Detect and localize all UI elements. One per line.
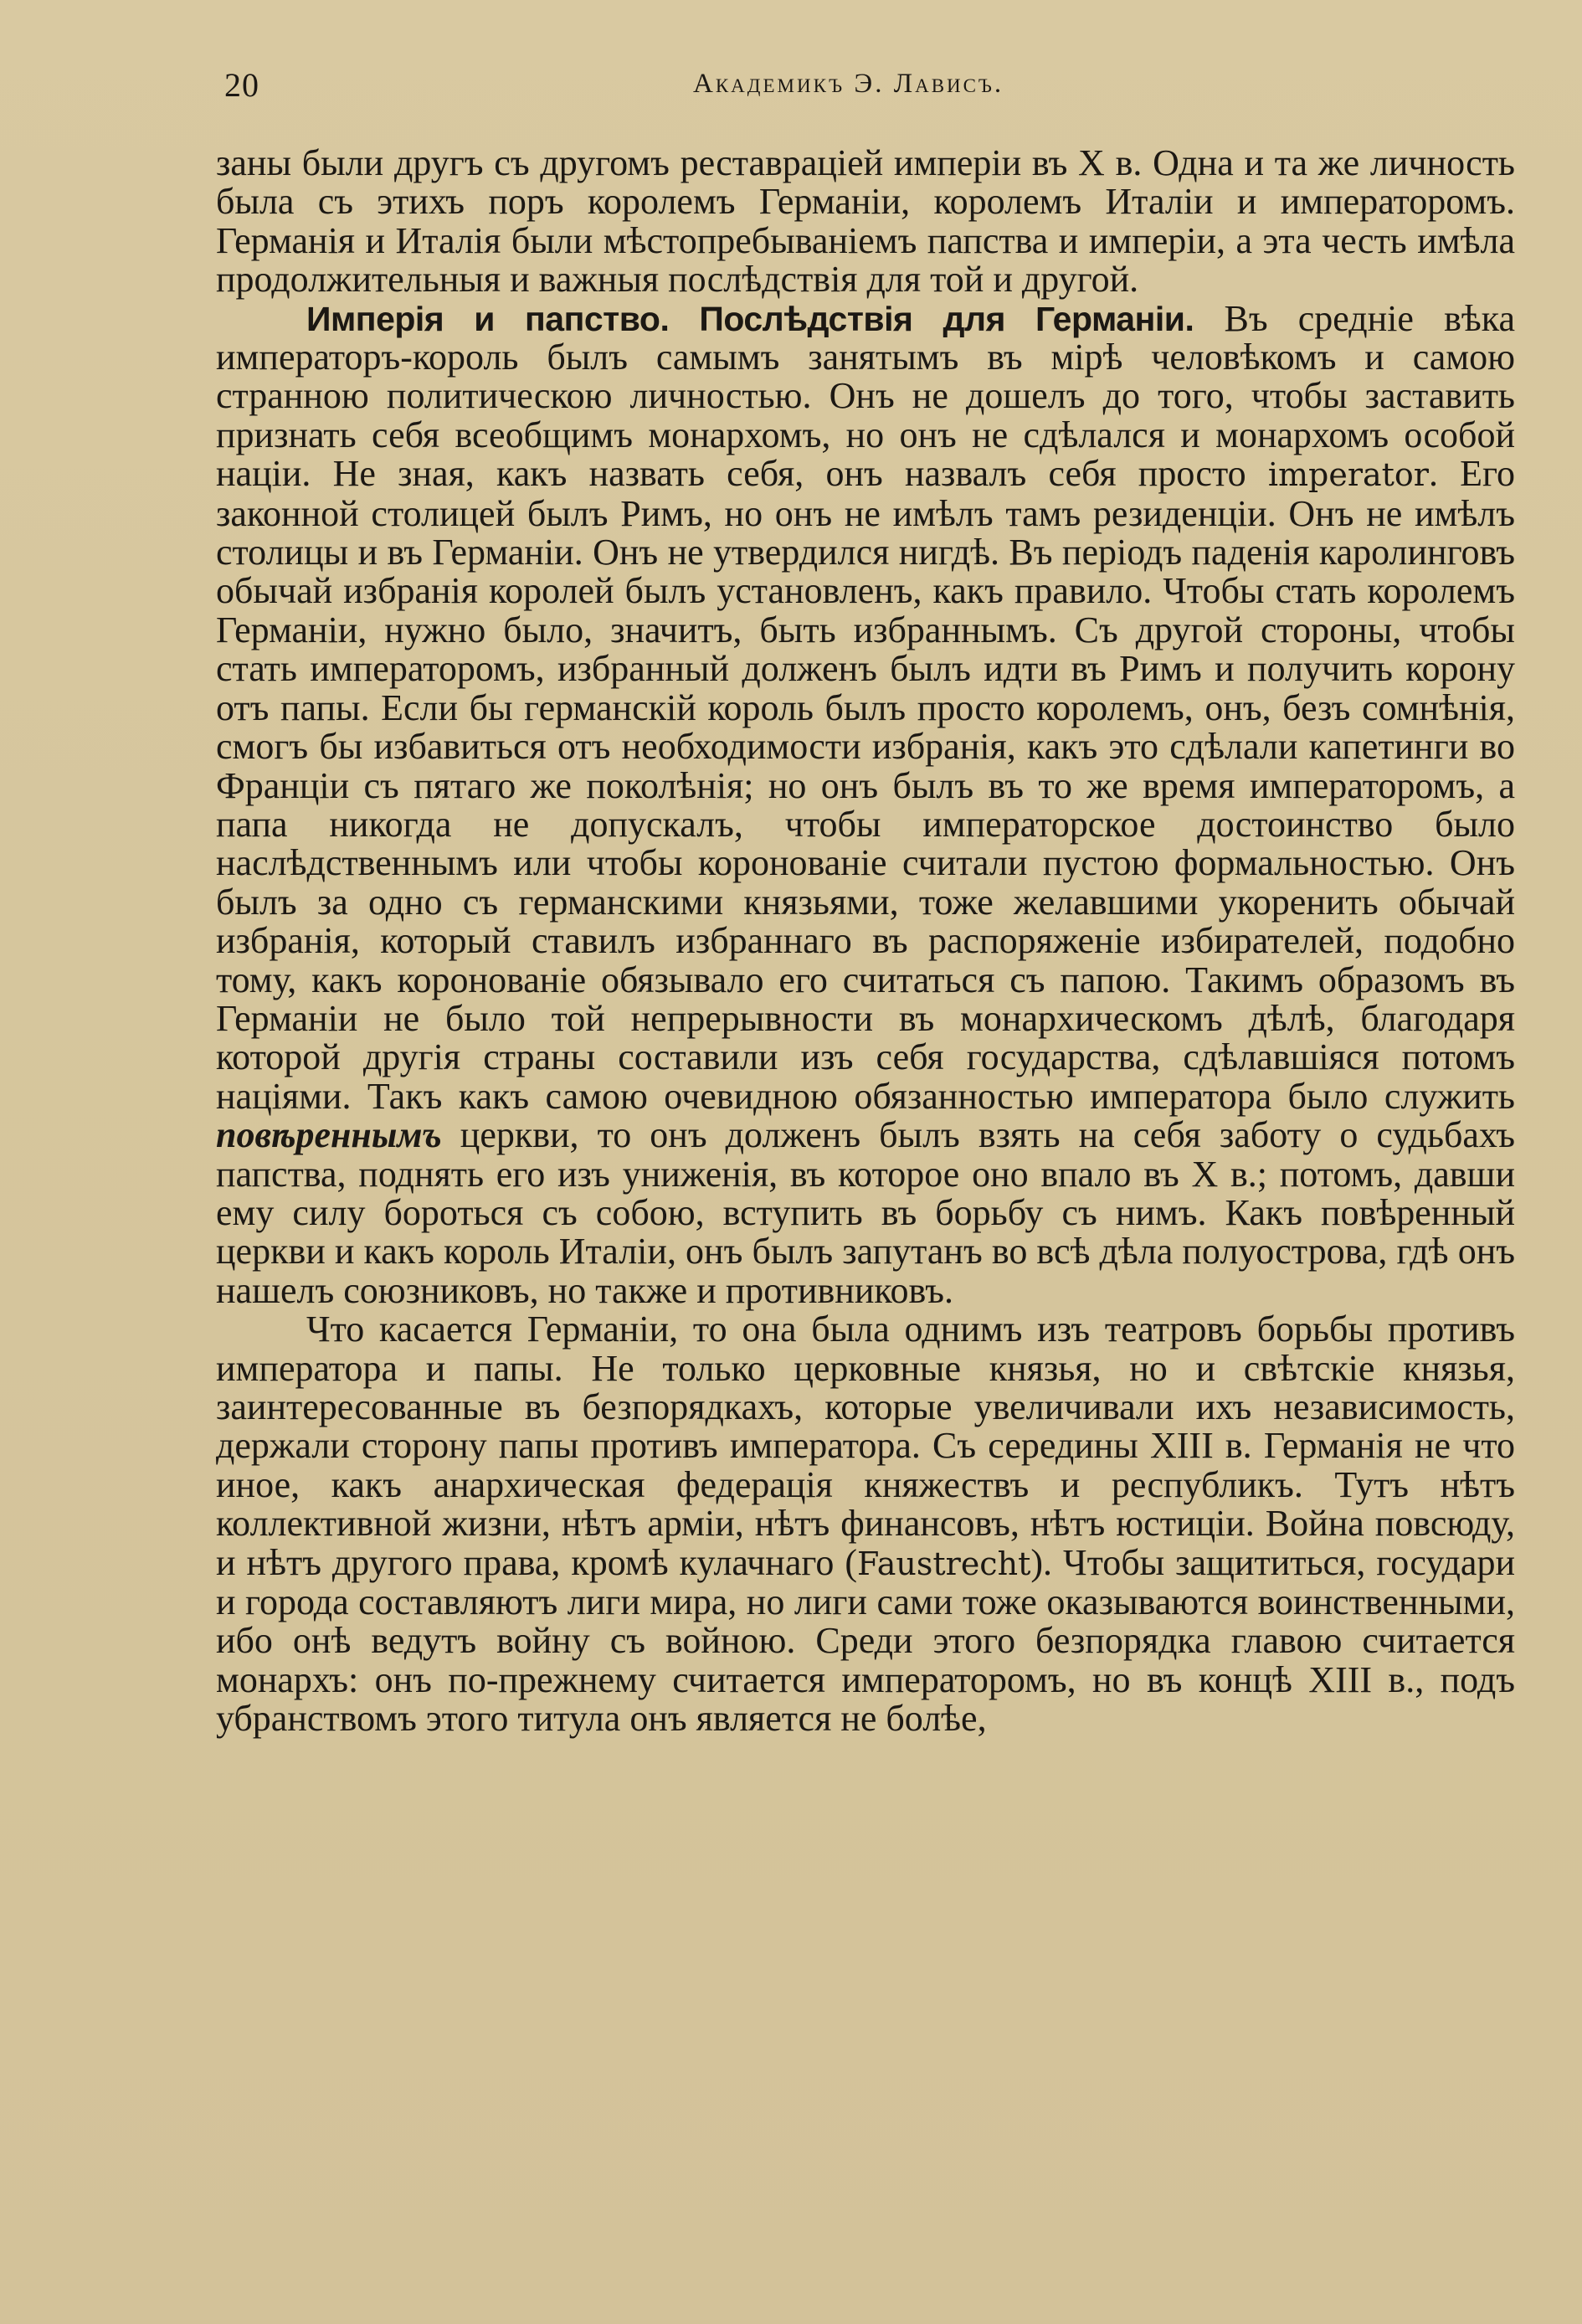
paragraph-3-text-1: Что касается Германіи, то она была однимъ изъ театровъ борьбы противъ императора и папы. Не только церковные князья, но и свѣтскіе князья, заинтересованные въ безпорядкахъ, которые увеличивали ихъ независимость, держали сторону папы противъ императора. Съ середины XIII в. Германія не что иное, какъ анархическая федерація княжествъ и республикъ. Тутъ нѣтъ коллективной жизни, нѣтъ арміи, нѣтъ финансовъ, нѣтъ юстиціи. Война повсюду, и нѣтъ другого права, кромѣ кулачнаго ( [216, 1309, 1515, 1583]
paragraph-2-text-2: . Его законной столицей былъ Римъ, но онъ не имѣлъ тамъ резиденціи. Онъ не имѣлъ столицы и въ Германіи. Онъ не утвердился нигдѣ. Въ періодъ паденія каролинговъ обычай избранія королей былъ установленъ, какъ правило. Чтобы стать королемъ Германіи, нужно было, значитъ, быть избраннымъ. Съ другой стороны, чтобы стать императоромъ, избранный долженъ былъ идти въ Римъ и получить корону отъ папы. Если бы германскій король былъ просто королемъ, онъ, безъ сомнѣнія, смогъ бы избавиться отъ необходимости избранія, какъ это сдѣлали капетинги во Франціи съ пятаго же поколѣнія; но онъ былъ въ то же время императоромъ, а папа никогда не допускалъ, чтобы императорское достоинство было наслѣдственнымъ или чтобы коронованіе считали пустою формальностью. Онъ былъ за одно съ германскими князьями, тоже желавшими укоренить обычай избранія, который ставилъ избраннаго въ распоряженіе избирателей, подобно тому, какъ коронованіе обязывало его считаться съ папою. Такимъ образомъ въ Германіи не было той непрерывности въ монархическомъ дѣлѣ, благодаря которой другія страны составили изъ себя государства, сдѣлавшіяся потомъ націями. Такъ какъ самою очевидною обязанностью императора было служить [216, 453, 1516, 1117]
page-number: 20 [224, 66, 259, 104]
paragraph-2-text-3: церкви, то онъ долженъ былъ взять на себя заботу о судьбахъ папства, поднять его изъ униженія, въ которое оно впало въ X в.; потомъ, давши ему силу бороться съ собою, вступить въ борьбу съ нимъ. Какъ повѣренный церкви и какъ король Италіи, онъ былъ запутанъ во всѣ дѣла полуострова, гдѣ онъ нашелъ союзниковъ, но также и противниковъ. [216, 1114, 1515, 1311]
paragraph-3-text-2: ). Чтобы защититься, государи и города составляютъ лиги мира, но лиги сами тоже оказываются воинственными, ибо онѣ ведутъ войну съ войною. Среди этого безпорядка главою считается монархъ: онъ по-прежнему считается императоромъ, но въ концѣ XIII в., подъ убранствомъ этого титула онъ является не болѣе, [216, 1541, 1515, 1740]
body-text [216, 144, 1515, 1739]
running-title: Академикъ Э. Лависъ. [693, 69, 1004, 99]
latin-term-imperator: imperator [1267, 456, 1429, 494]
latin-term-faustrecht: Faustrecht [856, 1545, 1031, 1582]
paragraph-2 [216, 297, 1516, 1311]
paragraph-1 [216, 144, 1515, 300]
paragraph-2-text-1: Въ средніе вѣка императоръ-король былъ самымъ занятымъ въ мірѣ человѣкомъ и самою странною политическою личностью. Онъ не дошелъ до того, чтобы заставить признать себя всеобщимъ монархомъ, но онъ не сдѣлался и монархомъ особой націи. Не зная, какъ назвать себя, онъ назвалъ себя просто [216, 297, 1516, 495]
page-header [224, 65, 1522, 116]
emphasized-word: повѣреннымъ [216, 1114, 442, 1156]
section-title: Имперія и папство. Послѣдствія для Германіи. [306, 299, 1194, 338]
paragraph-3 [216, 1310, 1515, 1738]
paragraph-1-text: заны были другъ съ другомъ реставраціей имперіи въ X в. Одна и та же личность была съ этихъ поръ королемъ Германіи, королемъ Италіи и императоромъ. Германія и Италія были мѣстопребываніемъ папства и имперіи, а эта честь имѣла продолжительныя и важныя послѣдствія для той и другой. [216, 142, 1515, 301]
